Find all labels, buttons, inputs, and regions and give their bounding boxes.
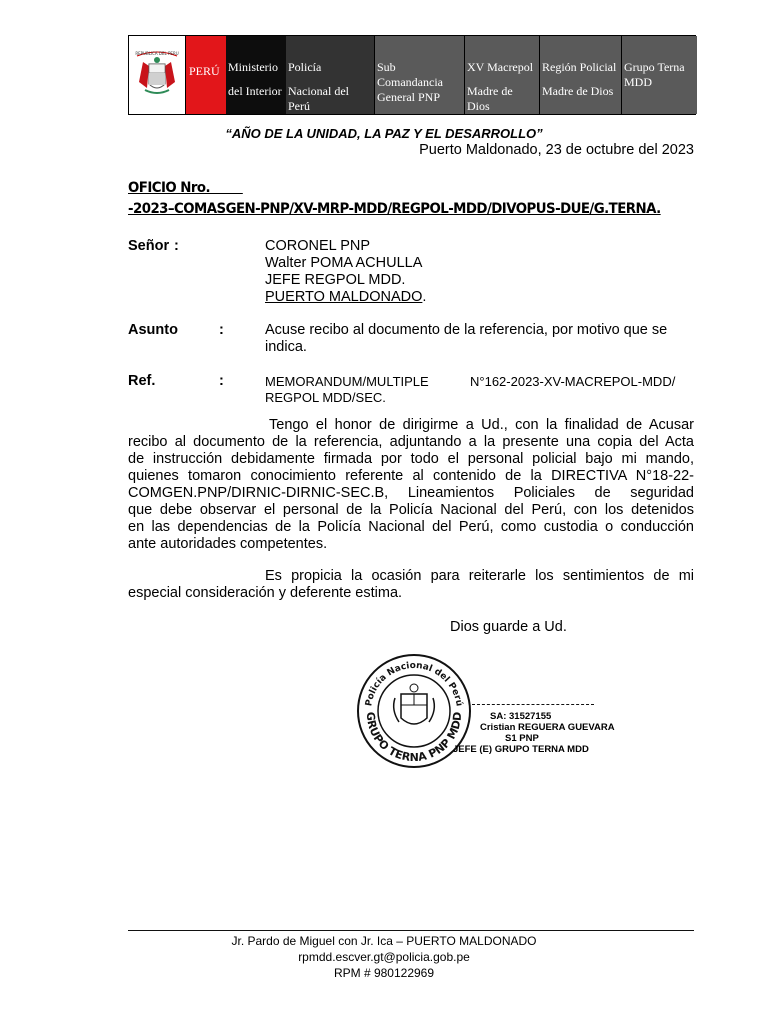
asunto-line-2: indica.: [265, 339, 307, 355]
institutional-header: [128, 35, 696, 115]
peru-label: PERÚ: [189, 64, 220, 78]
senor-label: Señor: [128, 238, 170, 254]
footer-email: rpmdd.escver.gt@policia.gob.pe: [298, 950, 470, 964]
footer-divider: [128, 930, 694, 931]
peru-coat-of-arms: [129, 36, 186, 114]
sub-comandancia-line-3: General PNP: [377, 90, 440, 104]
addressee-city: PUERTO MALDONADO: [265, 289, 423, 305]
place-date: Puerto Maldonado, 23 de octubre del 2023: [419, 142, 694, 158]
policia-line-3: Perú: [288, 99, 310, 113]
region-line-1: Región Policial: [542, 60, 617, 74]
stamp-ring-bottom: GRUPO TERNA PNP MDD: [363, 711, 465, 765]
signatory-title: JEFE (E) GRUPO TERNA MDD: [453, 744, 589, 755]
paragraph-1-line: Tengo el honor de dirigirme a Ud., con la finalidad de Acusar: [269, 417, 694, 433]
addressee-city-dot: .: [422, 289, 427, 305]
coat-of-arms-icon: [129, 36, 185, 114]
addressee-position: JEFE REGPOL MDD.: [265, 272, 406, 288]
sub-comandancia-cell: [374, 36, 464, 114]
paragraph-2-line: Es propicia la ocasión para reiterarle los sentimientos de mi: [265, 568, 694, 584]
ministerio-line-2: del Interior: [228, 84, 282, 98]
paragraph-1-line: ante autoridades competentes.: [128, 536, 328, 552]
ministerio-line-1: Ministerio: [228, 60, 278, 74]
signatory-cip: SA: 31527155: [490, 711, 552, 722]
body-paragraph-2: [128, 568, 694, 602]
stamp-ring-top: Policía Nacional del Perú: [364, 660, 464, 708]
grupo-line-2: MDD: [624, 75, 653, 89]
region-line-2: Madre de Dios: [542, 84, 614, 98]
ministerio-cell: [226, 36, 286, 114]
ref-label: Ref.: [128, 373, 156, 389]
asunto-colon: :: [219, 322, 224, 338]
ref-doc-type: MEMORANDUM/MULTIPLE: [265, 374, 429, 389]
macrepol-line-2: Madre de: [467, 84, 513, 98]
asunto-label: Asunto: [128, 322, 178, 338]
macrepol-cell: [464, 36, 539, 114]
year-motto: “AÑO DE LA UNIDAD, LA PAZ Y EL DESARROLLO”: [225, 126, 543, 141]
footer-address: Jr. Pardo de Miguel con Jr. Ica – PUERTO MALDONADO: [231, 934, 537, 948]
oficio-number: OFICIO Nro.: [128, 180, 243, 196]
ref-doc-origin: REGPOL MDD/SEC.: [265, 390, 386, 405]
ref-colon: :: [219, 373, 224, 389]
peru-label-cell: [186, 36, 226, 114]
svg-text:REPUBLICA DEL PERU: REPUBLICA DEL PERU: [135, 51, 179, 56]
grupo-terna-cell: [621, 36, 697, 114]
paragraph-2-line: especial consideración y deferente estima.: [128, 585, 403, 601]
sub-comandancia-line-1: Sub: [377, 60, 396, 74]
paragraph-1-line: quienes tomaron conocimiento referente al contenido de la DIRECTIVA N°18-22-: [128, 468, 694, 484]
signature-line: [472, 704, 594, 705]
signatory-name: Cristian REGUERA GUEVARA: [480, 722, 615, 733]
oficio-code: -2023–COMASGEN-PNP/XV-MRP-MDD/REGPOL-MDD/DIVOPUS-DUE/G.TERNA.: [128, 201, 661, 217]
asunto-line-1: Acuse recibo al documento de la referencia, por motivo que se: [265, 322, 668, 338]
paragraph-1-line: en las dependencias de la Policía Nacional del Perú, como custodia o conducción: [128, 519, 694, 535]
policia-line-2: Nacional del: [288, 84, 349, 98]
paragraph-1-line: que debe observar el personal de la Policía Nacional del Perú, con los detenidos: [128, 502, 694, 518]
policia-cell: [286, 36, 374, 114]
signatory-rank: S1 PNP: [505, 733, 539, 744]
senor-colon: :: [174, 238, 179, 254]
addressee-rank: CORONEL PNP: [265, 238, 371, 254]
closing-greeting: Dios guarde a Ud.: [450, 619, 567, 635]
footer-rpm: RPM # 980122969: [333, 966, 435, 980]
body-paragraph-1: [128, 417, 694, 553]
macrepol-line-3: Dios: [467, 99, 490, 113]
paragraph-1-line: de instrucción debidamente firmada por todo el personal policial bajo mi mando,: [128, 451, 694, 467]
policia-line-1: Policía: [288, 60, 322, 74]
sub-comandancia-line-2: Comandancia: [377, 75, 443, 89]
paragraph-1-line: recibo al documento de la referencia, adjuntando a la presente una copia del Acta: [128, 434, 694, 450]
paragraph-1-line: COMGEN.PNP/DIRNIC-DIRNIC-SEC.B, Lineamientos Policiales de seguridad: [128, 485, 694, 501]
grupo-line-1: Grupo Terna: [624, 60, 685, 74]
addressee-name: Walter POMA ACHULLA: [265, 255, 423, 271]
macrepol-line-1: XV Macrepol: [467, 60, 534, 74]
ref-doc-number: N°162-2023-XV-MACREPOL-MDD/: [470, 374, 676, 389]
addressee-city-line: [265, 289, 426, 305]
region-cell: [539, 36, 621, 114]
